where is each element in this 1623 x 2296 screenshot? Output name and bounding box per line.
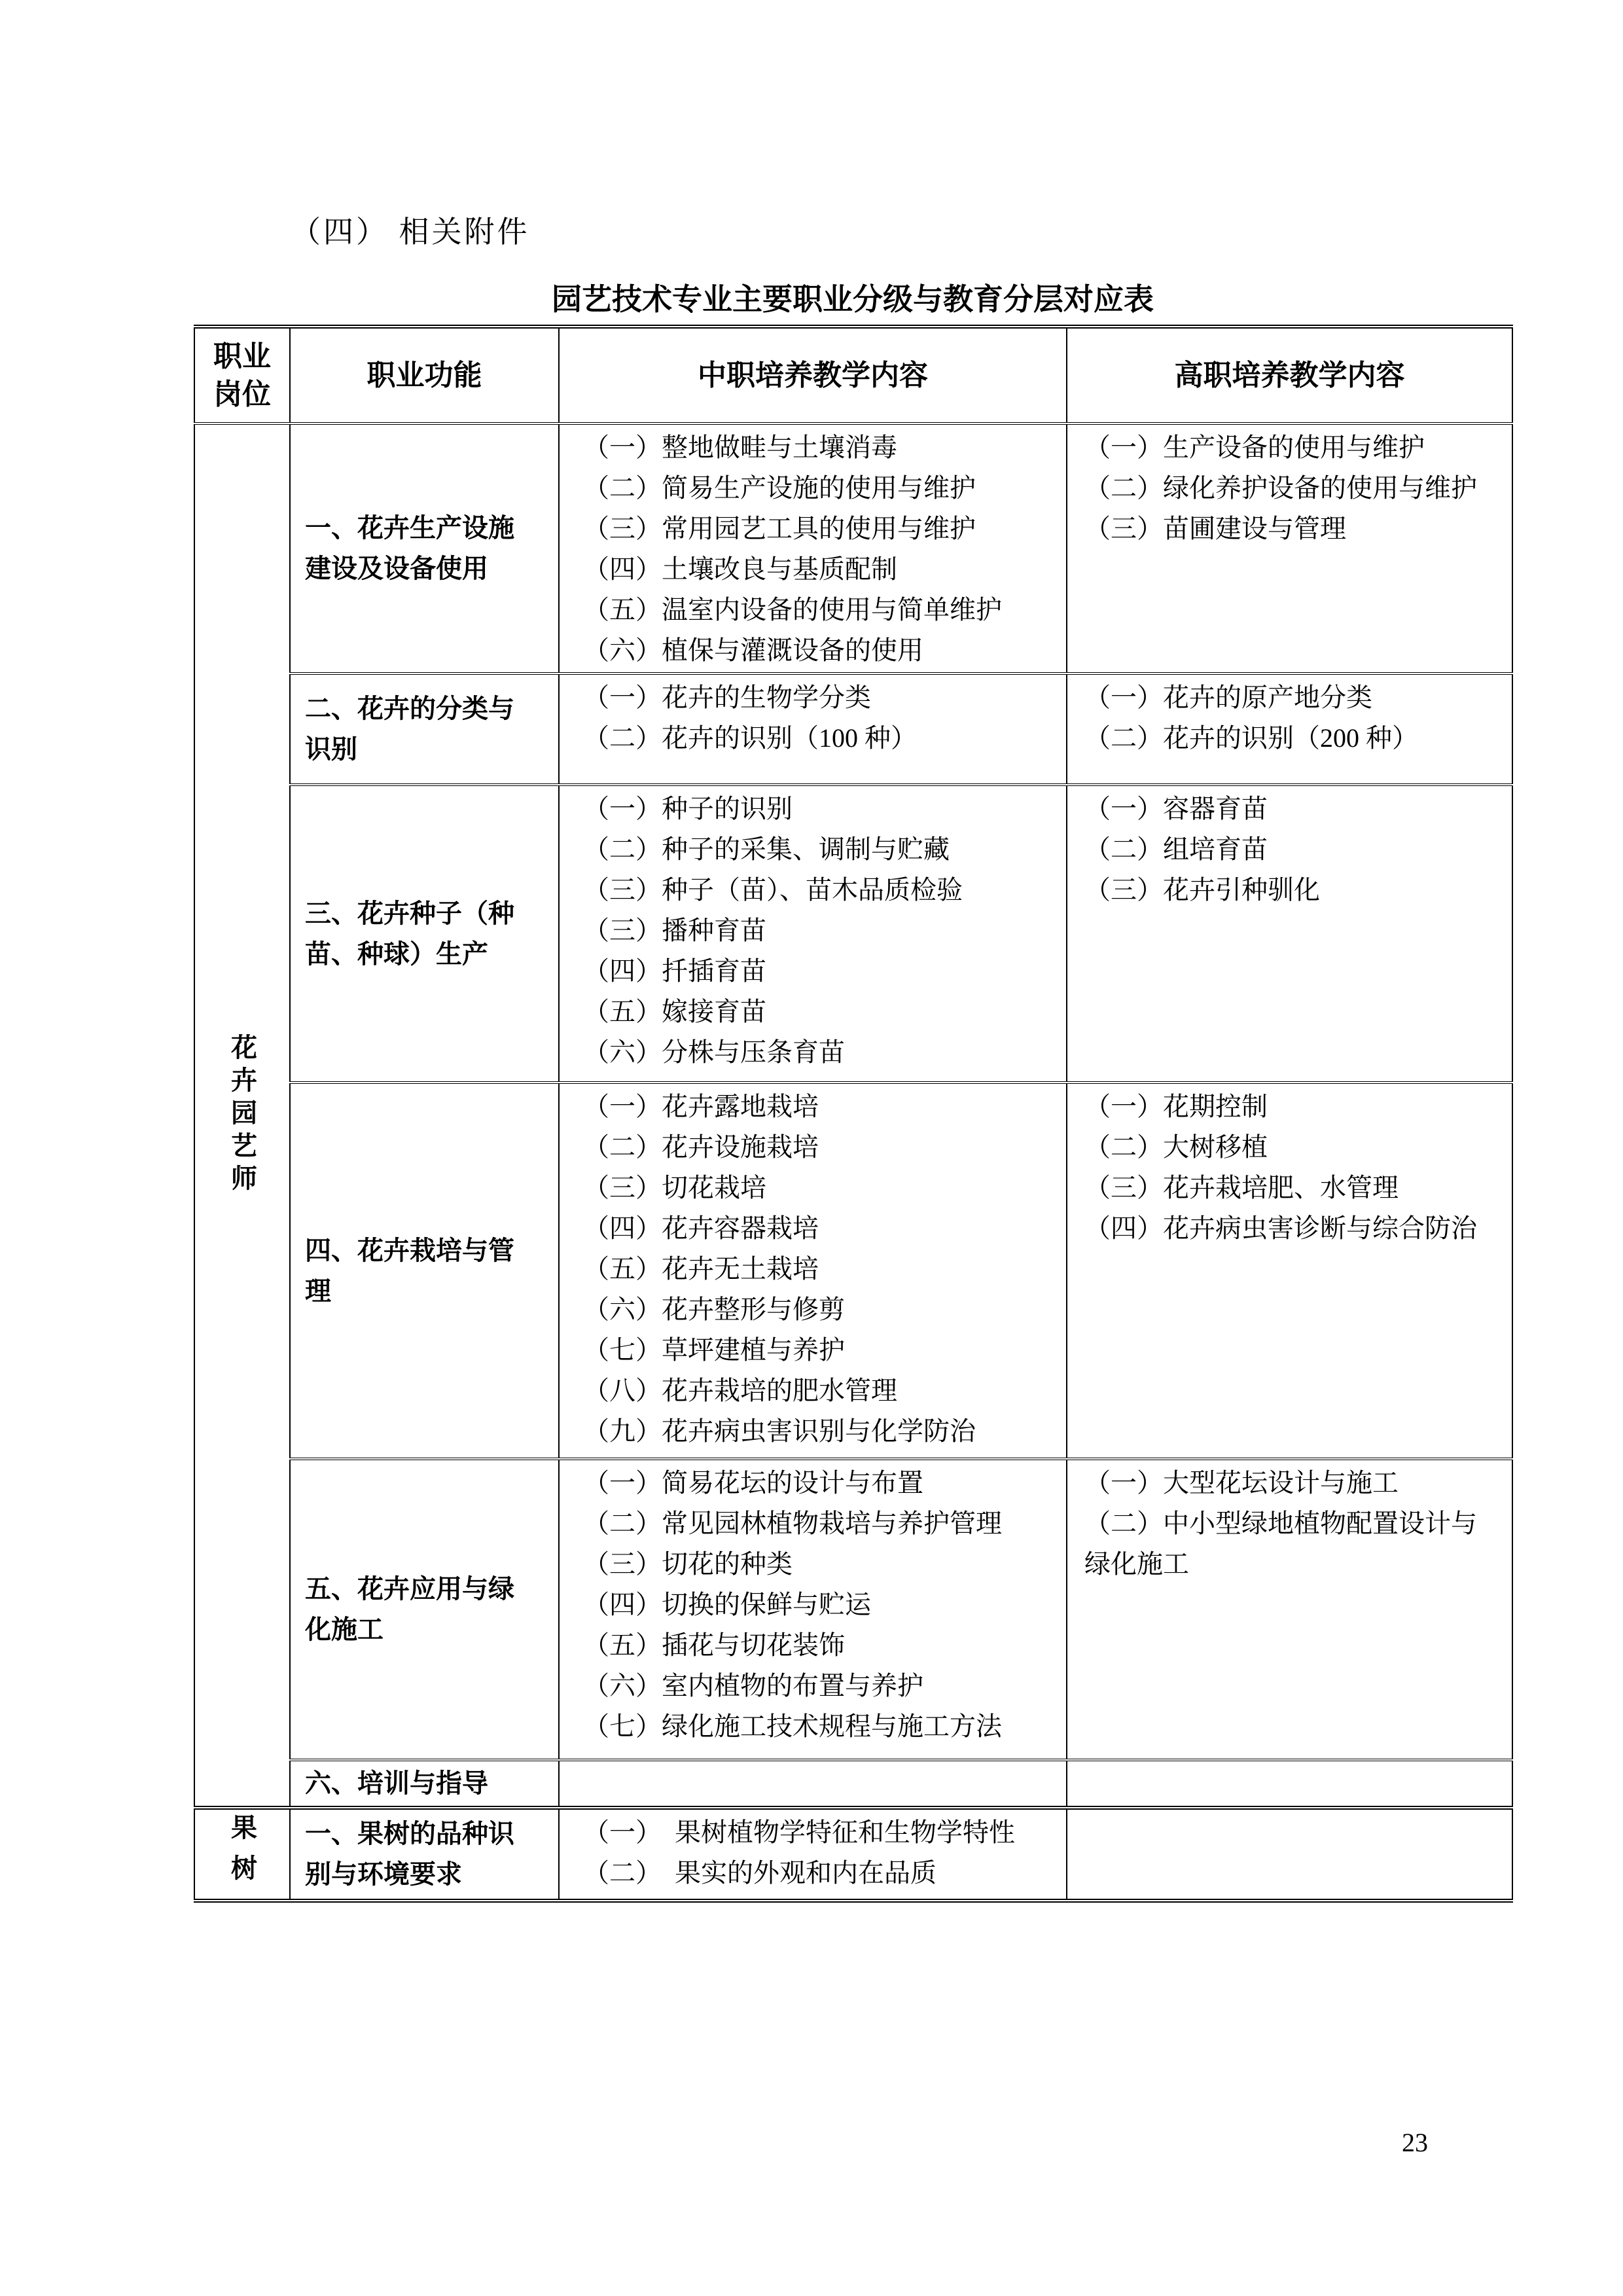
- mid-content-cell: [559, 1808, 1067, 1901]
- content-item: （六）植保与灌溉设备的使用: [583, 636, 923, 665]
- content-item: （三）种子（苗）、苗木品质检验: [583, 875, 963, 905]
- content-item: （四）花卉容器栽培: [583, 1213, 819, 1243]
- mid-content-cell: [559, 1760, 1067, 1808]
- function-cell: 六、培训与指导: [290, 1760, 559, 1808]
- content-item: （一）花卉的生物学分类: [583, 683, 871, 712]
- content-item: （一）容器育苗: [1084, 794, 1268, 823]
- content-item: （一）种子的识别: [583, 794, 793, 823]
- high-content-cell: [1067, 423, 1512, 673]
- content-item: （九）花卉病虫害识别与化学防治: [583, 1416, 976, 1446]
- function-cell: 四、花卉栽培与管理: [290, 1083, 559, 1459]
- content-item: （二）绿化养护设备的使用与维护: [1084, 473, 1477, 503]
- content-item: （二）大树移植: [1084, 1132, 1268, 1162]
- mid-content-cell: [559, 1083, 1067, 1459]
- content-item: （三）播种育苗: [583, 916, 766, 945]
- position-cell: [194, 423, 290, 1808]
- function-cell: 三、花卉种子（种苗、种球）生产: [290, 785, 559, 1083]
- content-item: （二）种子的采集、调制与贮藏: [583, 834, 950, 864]
- high-content-cell: [1067, 1083, 1512, 1459]
- mid-content-cell: [559, 785, 1067, 1083]
- content-item: （三）花卉栽培肥、水管理: [1084, 1173, 1399, 1202]
- header-position: 职业岗位: [194, 327, 290, 423]
- mid-content-cell: [559, 673, 1067, 785]
- position-label: 果树: [227, 1814, 257, 1895]
- content-item: （六）室内植物的布置与养护: [583, 1671, 923, 1700]
- content-item: （八）花卉栽培的肥水管理: [583, 1376, 897, 1405]
- content-item: （一）整地做畦与土壤消毒: [583, 433, 897, 462]
- header-high-content: 高职培养教学内容: [1067, 327, 1512, 423]
- content-item: （四）切换的保鲜与贮运: [583, 1590, 871, 1619]
- content-item: （一）花卉的原产地分类: [1084, 683, 1372, 712]
- table-row: [194, 1760, 1512, 1808]
- content-item: （三）花卉引种驯化: [1084, 875, 1320, 905]
- page-number: 23: [1402, 2128, 1428, 2157]
- content-item: （六）分株与压条育苗: [583, 1037, 845, 1067]
- content-item: （四）花卉病虫害诊断与综合防治: [1084, 1213, 1477, 1243]
- content-item: （五）花卉无土栽培: [583, 1254, 819, 1283]
- content-item: （七）绿化施工技术规程与施工方法: [583, 1712, 1002, 1741]
- content-item: （四）土壤改良与基质配制: [583, 554, 897, 584]
- position-label: 花卉园艺师: [227, 1033, 257, 1197]
- function-cell: 二、花卉的分类与识别: [290, 673, 559, 785]
- high-content-cell: [1067, 785, 1512, 1083]
- content-item: （二）中小型绿地植物配置设计与绿化施工: [1084, 1509, 1477, 1579]
- header-row: [194, 327, 1512, 423]
- content-item: （三）常用园艺工具的使用与维护: [583, 514, 976, 543]
- section-heading: （四） 相关附件: [291, 215, 530, 249]
- function-cell: 一、花卉生产设施建设及设备使用: [290, 423, 559, 673]
- content-item: （五）嫁接育苗: [583, 997, 766, 1026]
- table-title: 园艺技术专业主要职业分级与教育分层对应表: [552, 282, 1154, 316]
- table-row: [194, 673, 1512, 785]
- header-mid-content: 中职培养教学内容: [559, 327, 1067, 423]
- content-item: （七）草坪建植与养护: [583, 1335, 845, 1365]
- high-content-cell: [1067, 1459, 1512, 1760]
- content-item: （一） 果树植物学特征和生物学特性: [583, 1818, 1015, 1847]
- position-cell: [194, 1808, 290, 1901]
- mid-content-cell: [559, 423, 1067, 673]
- content-item: （三）切花的种类: [583, 1549, 793, 1579]
- correspondence-table: [194, 325, 1513, 1903]
- content-item: （五）温室内设备的使用与简单维护: [583, 595, 1002, 624]
- table-row: [194, 1459, 1512, 1760]
- content-item: （三）切花栽培: [583, 1173, 766, 1202]
- content-item: （二）组培育苗: [1084, 834, 1268, 864]
- content-item: （一）生产设备的使用与维护: [1084, 433, 1425, 462]
- content-item: （二）简易生产设施的使用与维护: [583, 473, 976, 503]
- high-content-cell: [1067, 1760, 1512, 1808]
- mid-content-cell: [559, 1459, 1067, 1760]
- function-cell: 五、花卉应用与绿化施工: [290, 1459, 559, 1760]
- content-item: （一）花期控制: [1084, 1092, 1268, 1121]
- high-content-cell: [1067, 673, 1512, 785]
- table-row: [194, 1808, 1512, 1901]
- content-item: （一）大型花坛设计与施工: [1084, 1468, 1399, 1498]
- content-item: （二）常见园林植物栽培与养护管理: [583, 1509, 1002, 1538]
- high-content-cell: [1067, 1808, 1512, 1901]
- content-item: （二）花卉设施栽培: [583, 1132, 819, 1162]
- content-item: （二）花卉的识别（100 种）: [583, 723, 917, 753]
- page-content: [194, 0, 1512, 1903]
- table-row: [194, 1083, 1512, 1459]
- content-item: （六）花卉整形与修剪: [583, 1295, 845, 1324]
- table-row: [194, 785, 1512, 1083]
- content-item: （五）插花与切花装饰: [583, 1630, 845, 1660]
- table-row: [194, 423, 1512, 673]
- content-item: （二）花卉的识别（200 种）: [1084, 723, 1418, 753]
- content-item: （四）扦插育苗: [583, 956, 766, 986]
- content-item: （一）花卉露地栽培: [583, 1092, 819, 1121]
- content-item: （三）苗圃建设与管理: [1084, 514, 1346, 543]
- content-item: （一）简易花坛的设计与布置: [583, 1468, 923, 1498]
- header-function: 职业功能: [290, 327, 559, 423]
- content-item: （二） 果实的外观和内在品质: [583, 1858, 936, 1888]
- function-cell: 一、果树的品种识别与环境要求: [290, 1808, 559, 1901]
